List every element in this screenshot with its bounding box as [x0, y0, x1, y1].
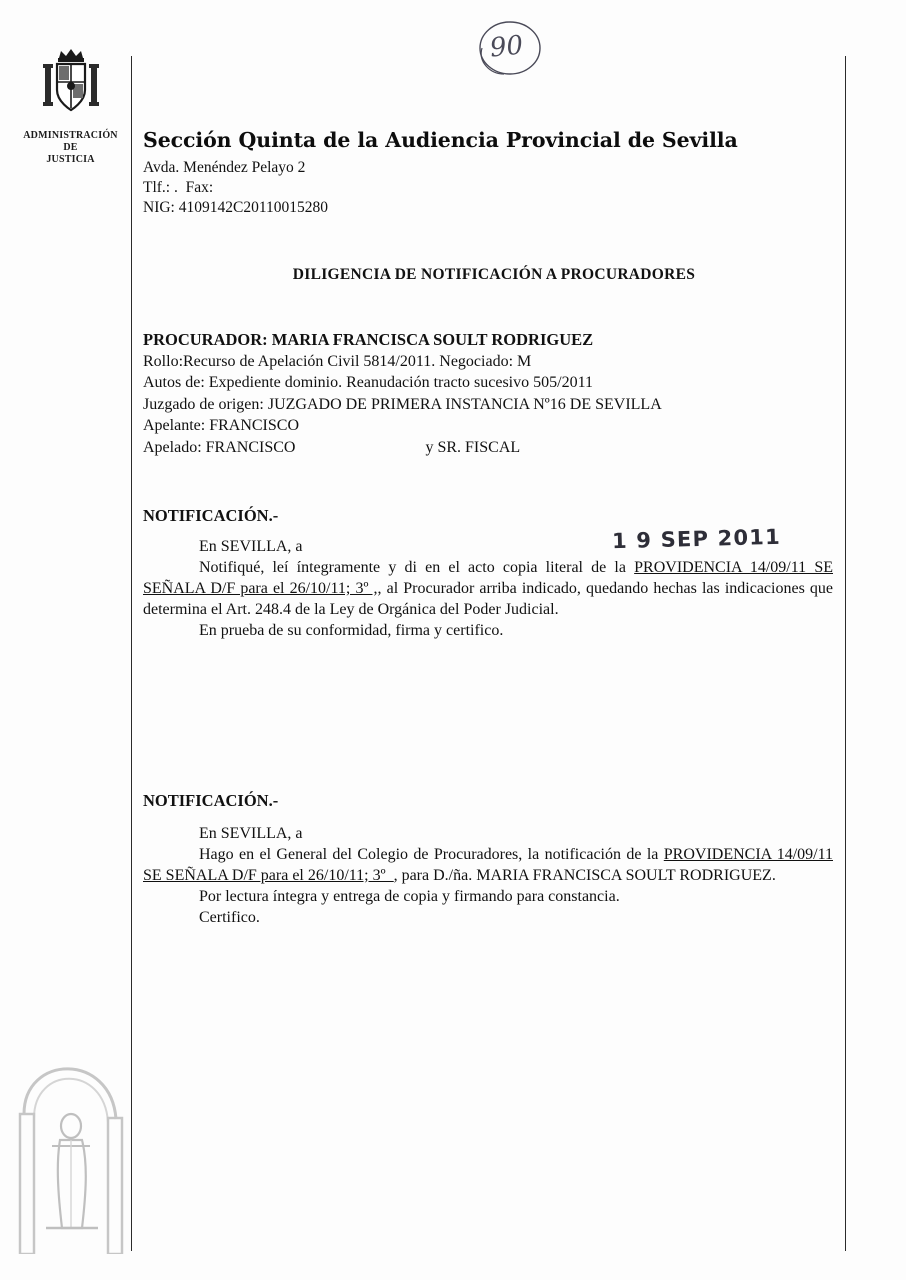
notification-2-title: NOTIFICACIÓN.- [143, 791, 279, 810]
notification-1-body [143, 536, 833, 641]
notification-2-text-part2: , para D./ña. MARIA FRANCISCA SOULT RODRIGUEZ. [393, 867, 776, 884]
notification-2-certifico: Certifico. [199, 909, 260, 926]
left-margin-rule [131, 56, 132, 1251]
case-details-block [143, 329, 833, 458]
notification-2-resolution: PROVIDENCIA 14/09/11 SE SEÑALA D/F para el 26/10/11; 3º_ [143, 846, 833, 884]
notification-2-text [143, 844, 833, 886]
apelante-line: Apelante: FRANCISCO [143, 417, 299, 434]
notification-1-closing: En prueba de su conformidad, firma y certifico. [199, 622, 504, 639]
justice-figure-watermark-icon [16, 1014, 131, 1254]
court-title: Sección Quinta de la Audiencia Provincial de Sevilla [143, 128, 738, 152]
folio-number [470, 18, 550, 80]
notification-2-body [143, 823, 833, 928]
notification-1-title: NOTIFICACIÓN.- [143, 506, 279, 525]
folio-number-text: 90 [488, 30, 525, 64]
signature-space [143, 641, 833, 791]
apelado-line [143, 437, 833, 459]
notification-2-lectura: Por lectura íntegra y entrega de copia y firmando para constancia. [199, 888, 620, 905]
notification-1-text-part2: , al Procurador arriba indicado, quedando hechas las indicaciones que determina el Art. 248.4 de la Ley de Orgánica del Poder Judicial. [143, 580, 834, 618]
spanish-coat-of-arms-icon [35, 46, 107, 124]
notification-1-text-part1: Notifiqué, leí íntegramente y di en el acto copia literal de la [199, 559, 635, 576]
notification-1-text [143, 557, 833, 620]
autos-line: Autos de: Expediente dominio. Reanudación tracto sucesivo 505/2011 [143, 374, 593, 391]
right-margin-rule [845, 56, 846, 1251]
notification-2-text-part1: Hago en el General del Colegio de Procuradores, la notificación de la [199, 846, 664, 863]
procurador-line: PROCURADOR: MARIA FRANCISCA SOULT RODRIGUEZ [143, 330, 594, 349]
court-contact-block [143, 158, 833, 218]
apelado-suffix: y SR. FISCAL [425, 438, 521, 456]
masthead-line-1: ADMINISTRACIÓN [23, 130, 118, 141]
apelado-prefix: Apelado: FRANCISCO [143, 438, 296, 456]
court-address: Avda. Menéndez Pelayo 2 [143, 159, 306, 176]
court-phone-fax: Tlf.: . Fax: [143, 179, 214, 196]
masthead-line-2: DE [63, 142, 78, 153]
court-nig: NIG: 4109142C20110015280 [143, 199, 328, 216]
rollo-line: Rollo:Recurso de Apelación Civil 5814/2011. Negociado: M [143, 352, 532, 370]
juzgado-line: Juzgado de origen: JUZGADO DE PRIMERA INSTANCIA Nº16 DE SEVILLA [143, 395, 662, 413]
masthead-label [18, 130, 123, 166]
notification-2-place: En SEVILLA, a [199, 825, 303, 842]
masthead-line-3: JUSTICIA [46, 154, 95, 165]
notification-1-resolution: PROVIDENCIA 14/09/11 SE SEÑALA D/F para el 26/10/11; 3º , [143, 559, 833, 597]
notification-1-place: En SEVILLA, a [199, 538, 303, 555]
date-stamp: 1 9 SEP 2011 [611, 524, 782, 554]
document-heading: DILIGENCIA DE NOTIFICACIÓN A PROCURADORES [292, 266, 696, 283]
masthead [18, 46, 123, 166]
